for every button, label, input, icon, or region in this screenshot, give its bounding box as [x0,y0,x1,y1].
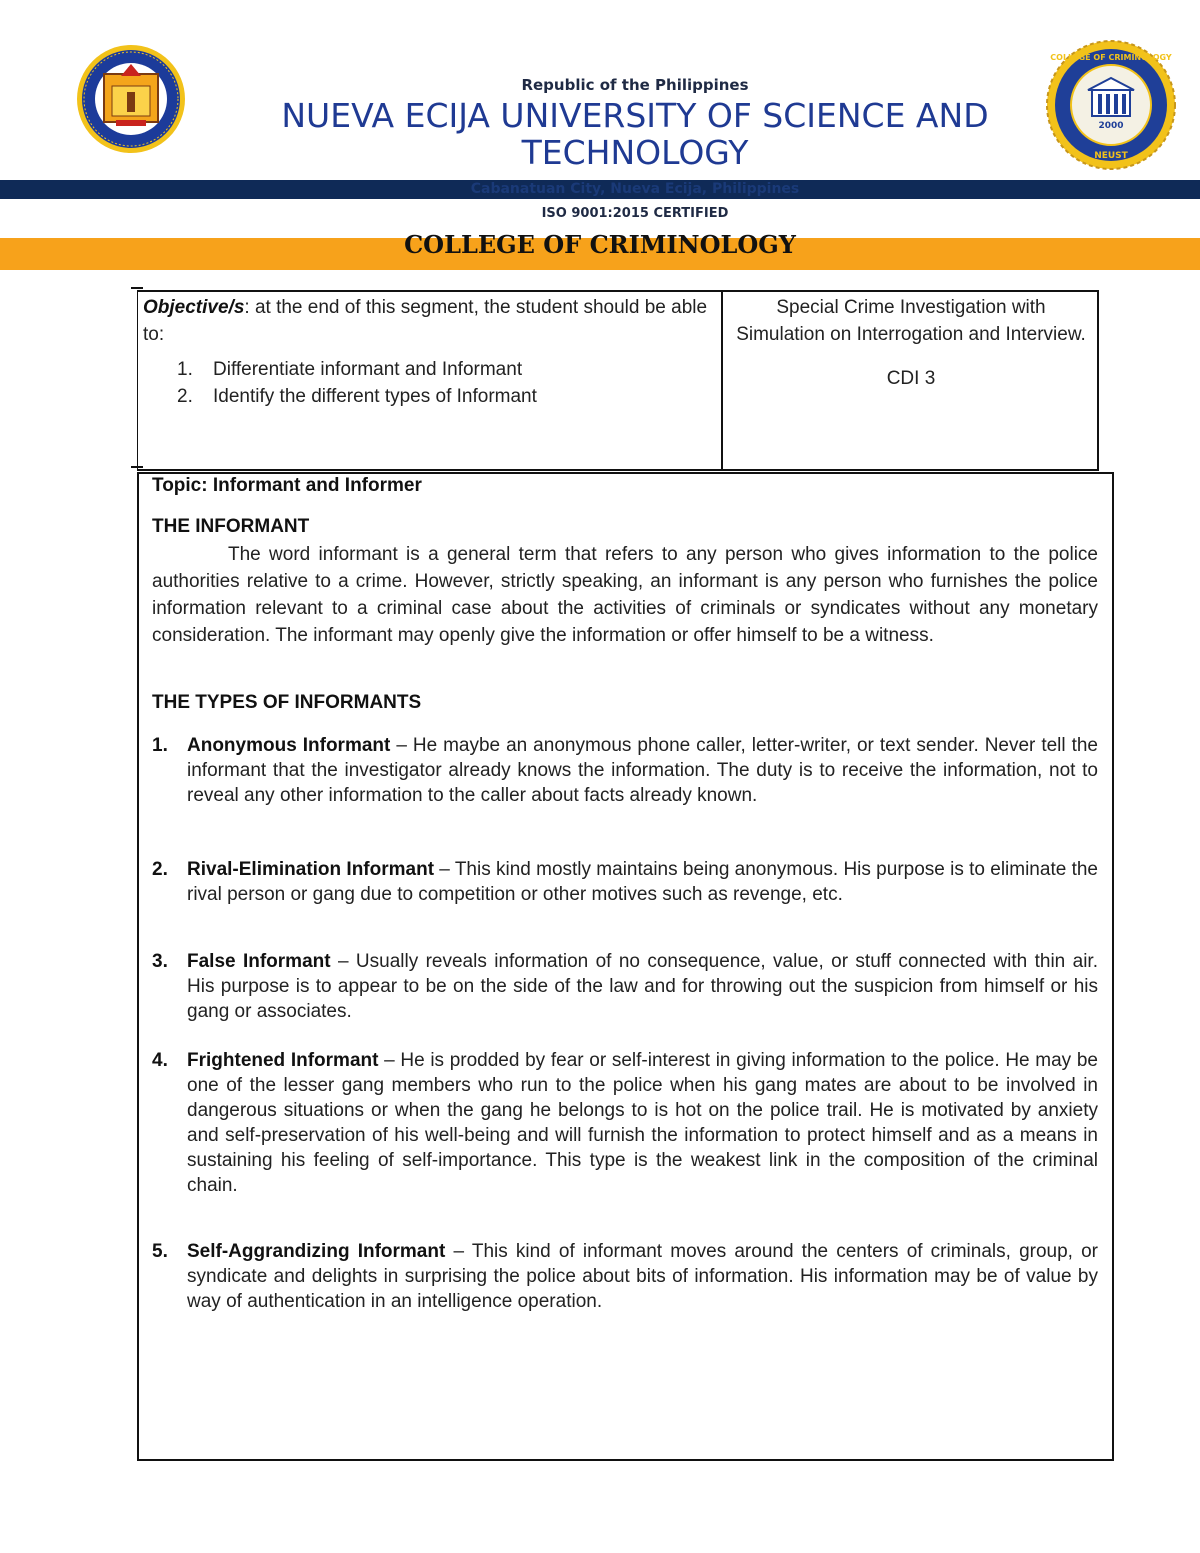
topic-heading: Topic: Informant and Informer [152,475,422,496]
informant-type-item: 3. False Informant – Usually reveals information of no consequence, value, or stuff connected with thin air. His purpose is to appear to be on the side of the law and for throwing out the suspicion from himself or his gang or associates. [152,951,1098,1022]
types-heading: THE TYPES OF INFORMANTS [152,692,422,713]
objective-intro [143,294,713,348]
location-label: Cabanatuan City, Nueva Ecija, Philippines [470,181,800,197]
informant-type-term: Frightened Informant [187,1050,379,1071]
informant-type-item: 1. Anonymous Informant – He maybe an anonymous phone caller, letter-writer, or text sender. Never tell the informant that the investigator already knows the information. The duty is to receive the information, not to reveal any other information to the caller about facts already known. [152,735,1098,806]
college-of-criminology-seal-icon [1046,40,1176,170]
informant-type-term: False Informant [187,951,331,972]
republic-label: Republic of the Philippines [521,76,749,94]
informant-type-term: Anonymous Informant [187,735,391,756]
course-title: Special Crime Investigation with Simulation on Interrogation and Interview. [736,297,1086,345]
informant-paragraph: The word informant is a general term that refers to any person who gives information to the police authorities relative to a crime. However, strictly speaking, an informant is any person who furnishes the police information relevant to a criminal case about the activities of criminals or syndicates without any monetary consideration. The informant may openly give the information or offer himself to be a witness. [152,544,1098,646]
university-name-line1: NUEVA ECIJA UNIVERSITY OF SCIENCE AND [281,96,989,135]
informant-type-desc: – He maybe an anonymous phone caller, letter-writer, or text sender. Never tell the informant that the investigator already knows the information. The duty is to receive the information, not to reveal any other information to the caller about facts already known. [187,735,1098,806]
informant-type-desc: – He is prodded by fear or self-interest in giving information to the police. He may be one of the lesser gang members who run to the police when his gang mates are about to be involved in dangerous situations or when the gang he belongs to is hot on the police trail. He is motivated by anxiety and self-preservation of his well-being and will furnish the information to protect himself and as a means in sustaining his feeling of self-importance. This type is the weakest link in the composition of the criminal chain. [187,1050,1098,1196]
university-seal-icon [76,44,186,154]
objective-list [143,356,713,410]
course-code: CDI 3 [886,368,936,389]
objective-item: 1. Differentiate informant and Informant [177,359,523,380]
informant-type-item: 4. Frightened Informant – He is prodded by fear or self-interest in giving information to the police. He may be one of the lesser gang members who run to the police when his gang mates are about to be involved in dangerous situations or when the gang he belongs to is hot on the police trail. He is motivated by anxiety and self-preservation of his well-being and will furnish the information to protect himself and as a means in sustaining his feeling of self-importance. This type is the weakest link in the composition of the criminal chain. [152,1050,1098,1196]
informant-type-desc: – This kind mostly maintains being anonymous. His purpose is to eliminate the rival person or gang due to competition or other motives such as revenge, etc. [187,859,1098,905]
university-name-line2: TECHNOLOGY [521,133,749,172]
informant-type-term: Rival-Elimination Informant [187,859,435,880]
objective-section [143,294,713,410]
svg-text:COLLEGE OF CRIMINOLOGY: COLLEGE OF CRIMINOLOGY [1050,53,1172,62]
informant-type-item: 5. Self-Aggrandizing Informant – This kind of informant moves around the centers of criminals, group, or syndicate and delights in surprising the police about bits of information. His information may be of value by way of authentication in an intelligence operation. [152,1241,1098,1312]
course-section [730,294,1092,392]
objective-label: Objective/s [143,297,245,318]
informant-heading: THE INFORMANT [152,516,310,537]
svg-text:NEUST: NEUST [1094,151,1128,161]
college-title: COLLEGE OF CRIMINOLOGY [404,230,796,259]
informant-type-item: 2. Rival-Elimination Informant – This kind mostly maintains being anonymous. His purpose is to eliminate the rival person or gang due to competition or other motives such as revenge, etc. [152,859,1098,905]
margin-tick [131,287,143,289]
university-name [250,97,1020,171]
informant-type-desc: – This kind of informant moves around the centers of criminals, group, or syndicate and delights in surprising the police about bits of information. His information may be of value by way of authentication in an intelligence operation. [187,1241,1098,1312]
informant-type-desc: – Usually reveals information of no consequence, value, or stuff connected with thin air. His purpose is to appear to be on the side of the law and for throwing out the suspicion from himself or his gang or associates. [187,951,1098,1022]
svg-text:2000: 2000 [1098,121,1124,131]
iso-certification: ISO 9001:2015 CERTIFIED [541,206,729,221]
objective-intro-text: : at the end of this segment, the student should be able to: [143,297,708,345]
objective-item: 2. Identify the different types of Informant [177,386,537,407]
objective-divider [721,290,723,471]
informant-type-term: Self-Aggrandizing Informant [187,1241,446,1262]
